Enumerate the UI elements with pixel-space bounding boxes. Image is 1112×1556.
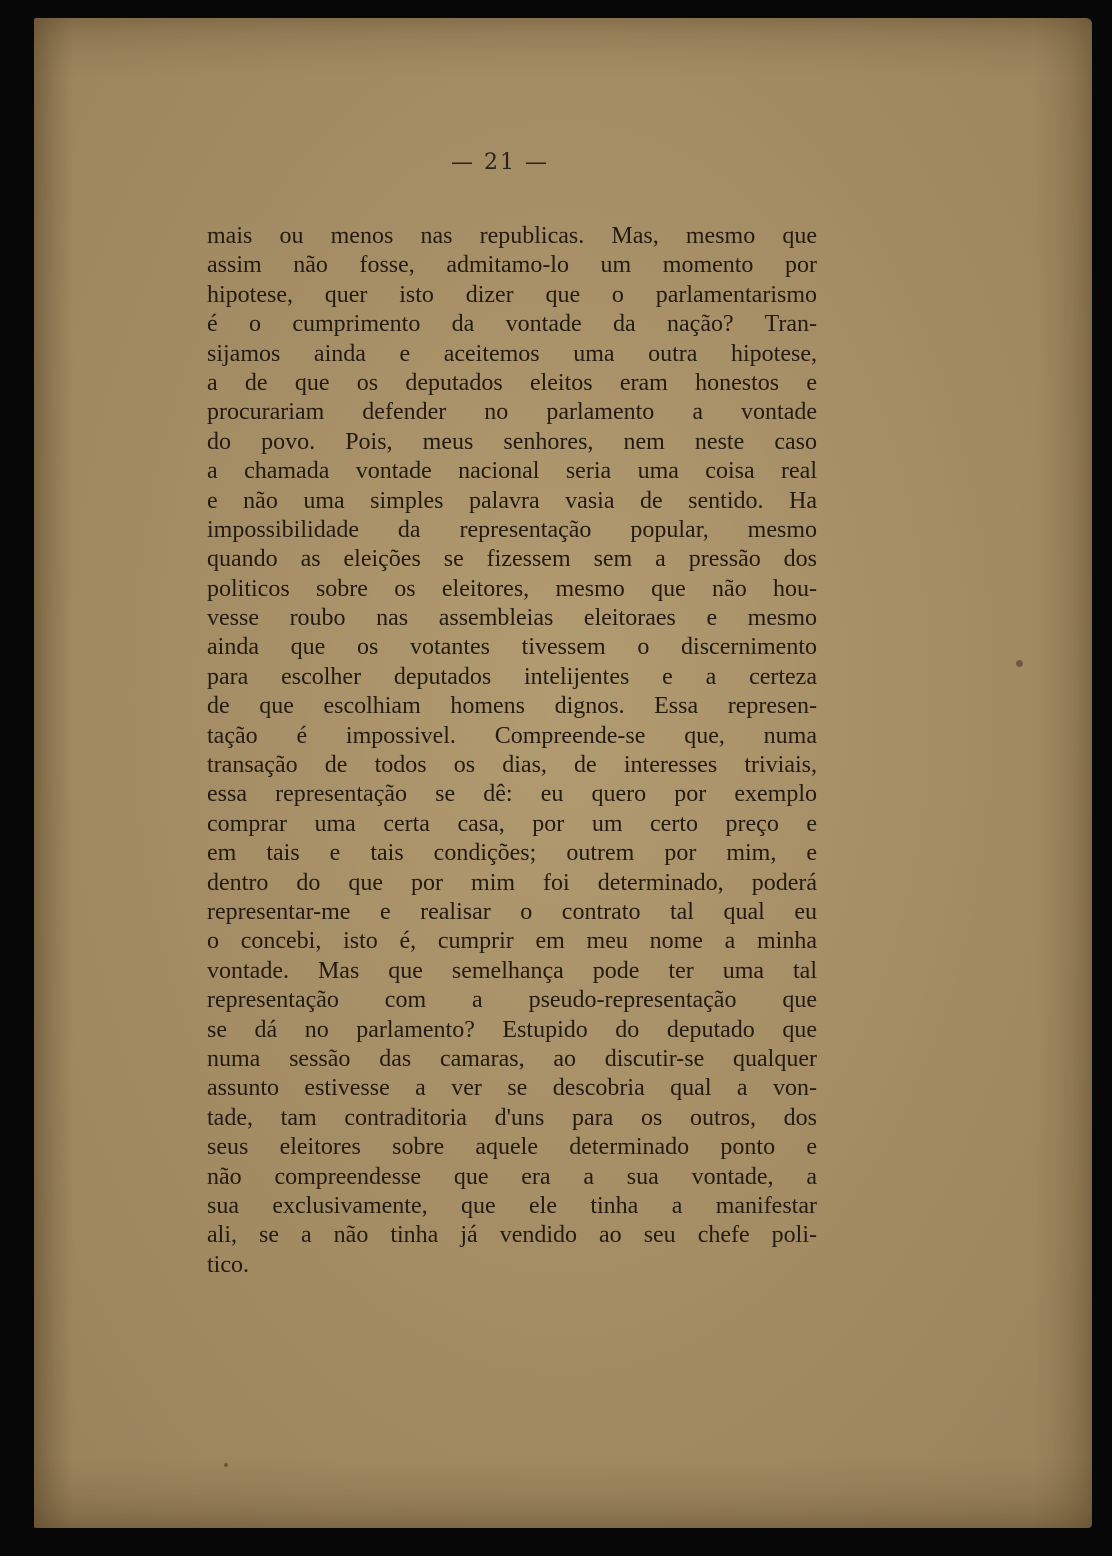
text-line: comprar uma certa casa, por um certo preço e — [207, 810, 817, 837]
text-line: hipotese, quer isto dizer que o parlamentarismo — [207, 281, 817, 308]
text-line: ali, se a não tinha já vendido ao seu chefe poli- — [207, 1222, 817, 1249]
text-line: vontade. Mas que semelhança pode ter uma tal — [207, 957, 817, 984]
text-line: ainda que os votantes tivessem o discernimento — [207, 634, 817, 661]
text-line: para escolher deputados intelijentes e a certeza — [207, 663, 817, 690]
text-line: é o cumprimento da vontade da nação? Tran- — [207, 311, 817, 338]
text-line: vesse roubo nas assembleias eleitoraes e mesmo — [207, 605, 817, 632]
text-line: de que escolhiam homens dignos. Essa represen- — [207, 693, 817, 720]
text-line: tade, tam contraditoria d'uns para os outros, dos — [207, 1104, 817, 1131]
text-line: sua exclusivamente, que ele tinha a manifestar — [207, 1192, 817, 1219]
text-line: procurariam defender no parlamento a vontade — [207, 399, 817, 426]
text-line: representar-me e realisar o contrato tal qual eu — [207, 898, 817, 925]
text-line: sijamos ainda e aceitemos uma outra hipotese, — [207, 340, 817, 367]
body-text — [207, 222, 817, 1280]
text-line: representação com a pseudo-representação que — [207, 987, 817, 1014]
ink-spot — [224, 1463, 228, 1467]
text-line: dentro do que por mim foi determinado, poderá — [207, 869, 817, 896]
text-line: a de que os deputados eleitos eram honestos e — [207, 369, 817, 396]
text-line: seus eleitores sobre aquele determinado ponto e — [207, 1134, 817, 1161]
text-line: tação é impossivel. Compreende-se que, numa — [207, 722, 817, 749]
text-line: quando as eleições se fizessem sem a pressão dos — [207, 546, 817, 573]
text-line: se dá no parlamento? Estupido do deputado que — [207, 1016, 817, 1043]
text-line: essa representação se dê: eu quero por exemplo — [207, 781, 817, 808]
text-line: politicos sobre os eleitores, mesmo que não hou- — [207, 575, 817, 602]
ink-spot — [1016, 660, 1023, 667]
text-line: do povo. Pois, meus senhores, nem neste caso — [207, 428, 817, 455]
page-number: — 21 — — [451, 150, 549, 175]
text-line: impossibilidade da representação popular, mesmo — [207, 516, 817, 543]
text-line: assunto estivesse a ver se descobria qual a von- — [207, 1075, 817, 1102]
text-line: tico. — [207, 1251, 249, 1278]
text-line: mais ou menos nas republicas. Mas, mesmo que — [207, 223, 817, 249]
text-line: o concebi, isto é, cumprir em meu nome a minha — [207, 928, 817, 955]
text-line: e não uma simples palavra vasia de sentido. Ha — [207, 487, 817, 514]
text-line: numa sessão das camaras, ao discutir-se qualquer — [207, 1045, 817, 1072]
text-line: não compreendesse que era a sua vontade, a — [207, 1163, 817, 1190]
text-line: transação de todos os dias, de interesses triviais, — [207, 752, 817, 779]
text-line: a chamada vontade nacional seria uma coisa real — [207, 458, 817, 485]
text-line: assim não fosse, admitamo-lo um momento por — [207, 252, 817, 279]
text-line: em tais e tais condições; outrem por mim, e — [207, 840, 817, 867]
